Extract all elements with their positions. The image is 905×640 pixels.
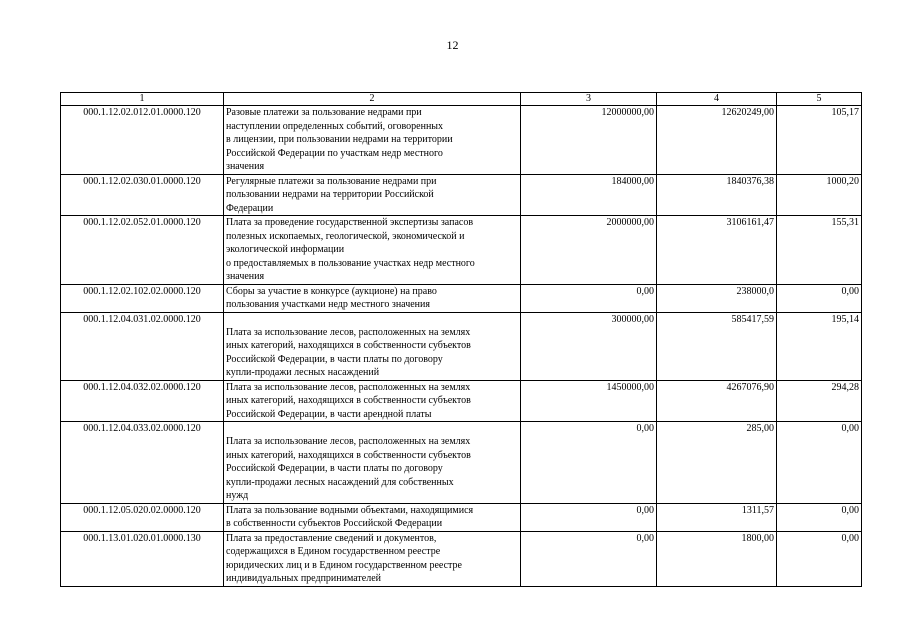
- cell-percent: 0,00: [777, 503, 862, 531]
- cell-code: 000.1.12.02.052.01.0000.120: [61, 216, 224, 285]
- cell-code: 000.1.12.05.020.02.0000.120: [61, 503, 224, 531]
- column-header-fact: 4: [657, 93, 777, 106]
- cell-fact: 285,00: [657, 422, 777, 504]
- cell-name: Сборы за участие в конкурсе (аукционе) на право пользования участками недр местного значения: [224, 284, 521, 312]
- cell-plan: 12000000,00: [521, 106, 657, 175]
- cell-name: Плата за использование лесов, расположенных на землях иных категорий, находящихся в собственности субъектов Российской Федерации, в части платы по договору купли-продажи лесных насаждений для собственных нужд: [224, 422, 521, 504]
- cell-fact: 585417,59: [657, 312, 777, 380]
- cell-plan: 2000000,00: [521, 216, 657, 285]
- cell-percent: 1000,20: [777, 174, 862, 216]
- cell-percent: 294,28: [777, 380, 862, 422]
- cell-fact: 1800,00: [657, 531, 777, 586]
- cell-plan: 1450000,00: [521, 380, 657, 422]
- cell-name: Плата за использование лесов, расположенных на землях иных категорий, находящихся в собственности субъектов Российской Федерации, в части арендной платы: [224, 380, 521, 422]
- cell-code: 000.1.12.04.031.02.0000.120: [61, 312, 224, 380]
- cell-fact: 238000,0: [657, 284, 777, 312]
- cell-fact: 1311,57: [657, 503, 777, 531]
- cell-fact: 4267076,90: [657, 380, 777, 422]
- table-row: [61, 174, 862, 216]
- cell-name: Плата за использование лесов, расположенных на землях иных категорий, находящихся в собственности субъектов Российской Федерации, в части платы по договору купли-продажи лесных насаждений: [224, 312, 521, 380]
- table-row: [61, 216, 862, 285]
- cell-percent: 195,14: [777, 312, 862, 380]
- cell-plan: 300000,00: [521, 312, 657, 380]
- cell-plan: 0,00: [521, 531, 657, 586]
- cell-code: 000.1.12.02.012.01.0000.120: [61, 106, 224, 175]
- column-header-code: 1: [61, 93, 224, 106]
- cell-percent: 0,00: [777, 284, 862, 312]
- cell-percent: 155,31: [777, 216, 862, 285]
- cell-percent: 0,00: [777, 422, 862, 504]
- cell-code: 000.1.12.02.102.02.0000.120: [61, 284, 224, 312]
- cell-name: Плата за пользование водными объектами, находящимися в собственности субъектов Российской Федерации: [224, 503, 521, 531]
- cell-code: 000.1.12.02.030.01.0000.120: [61, 174, 224, 216]
- cell-name: Регулярные платежи за пользование недрами при пользовании недрами на территории Российской Федерации: [224, 174, 521, 216]
- cell-fact: 3106161,47: [657, 216, 777, 285]
- cell-code: 000.1.12.04.032.02.0000.120: [61, 380, 224, 422]
- table-body: [61, 106, 862, 587]
- cell-plan: 184000,00: [521, 174, 657, 216]
- table-row: [61, 284, 862, 312]
- cell-fact: 12620249,00: [657, 106, 777, 175]
- cell-name: Разовые платежи за пользование недрами при наступлении определенных событий, оговоренных в лицензии, при пользовании недрами на территории Российской Федерации по участкам недр местного значения: [224, 106, 521, 175]
- cell-code: 000.1.13.01.020.01.0000.130: [61, 531, 224, 586]
- column-header-name: 2: [224, 93, 521, 106]
- page-number: 12: [446, 38, 459, 52]
- cell-percent: 105,17: [777, 106, 862, 175]
- table-header-row: [61, 93, 862, 106]
- table-row: [61, 106, 862, 175]
- cell-name: Плата за проведение государственной экспертизы запасов полезных ископаемых, геологической, экономической и экологической информации о предоставляемых в пользование участках недр местного значения: [224, 216, 521, 285]
- table-row: [61, 503, 862, 531]
- cell-plan: 0,00: [521, 422, 657, 504]
- cell-percent: 0,00: [777, 531, 862, 586]
- cell-plan: 0,00: [521, 284, 657, 312]
- cell-name: Плата за предоставление сведений и документов, содержащихся в Едином государственном реестре юридических лиц и в Едином государственном реестре индивидуальных предпринимателей: [224, 531, 521, 586]
- table-row: [61, 380, 862, 422]
- cell-plan: 0,00: [521, 503, 657, 531]
- table-row: [61, 422, 862, 504]
- column-header-plan: 3: [521, 93, 657, 106]
- table-row: [61, 531, 862, 586]
- column-header-percent: 5: [777, 93, 862, 106]
- table-row: [61, 312, 862, 380]
- revenue-table: [60, 92, 862, 587]
- cell-fact: 1840376,38: [657, 174, 777, 216]
- cell-code: 000.1.12.04.033.02.0000.120: [61, 422, 224, 504]
